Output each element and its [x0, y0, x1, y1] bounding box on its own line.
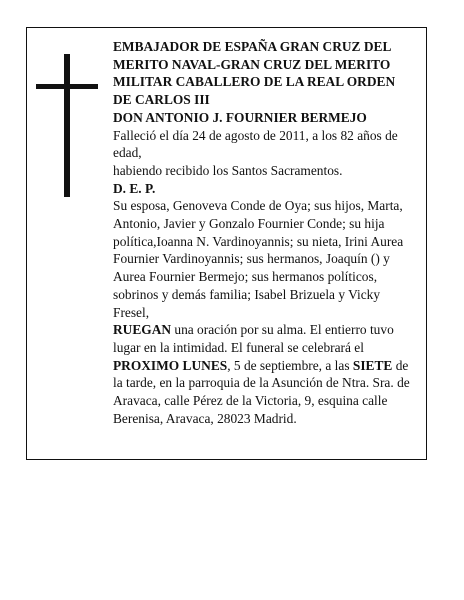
funeral-time: SIETE — [352, 357, 393, 373]
ruegan-text: una oración por su alma. El entierro tuvo lugar en la intimidad. El funeral se celebrará el — [113, 322, 394, 355]
deceased-name: DON ANTONIO J. FOURNIER BERMEJO — [113, 109, 367, 125]
cross-icon — [36, 54, 98, 197]
sacraments-statement: habiendo recibido los Santos Sacramentos. — [113, 162, 343, 178]
cross-horizontal-bar — [36, 84, 98, 89]
notice-title: EMBAJADOR DE ESPAÑA GRAN CRUZ DEL MERITO NAVAL-GRAN CRUZ DEL MERITO MILITAR CABALLERO DE LA REAL ORDEN DE CARLOS III — [113, 39, 396, 108]
funeral-place: de la tarde, en la parroquia de la Asunción de Ntra. Sra. de Aravaca, calle Pérez de la Victoria, 9, esquina calle Berenisa, Aravaca, 28023 Madrid. — [113, 357, 410, 426]
funeral-paragraph — [113, 321, 413, 427]
dep-line: D. E. P. — [113, 180, 156, 196]
family-paragraph: Su esposa, Genoveva Conde de Oya; sus hijos, Marta, Antonio, Javier y Gonzalo Fournier Conde; su hija política,Ioanna N. Vardinoyannis; su nieta, Irini Aurea Fournier Vardinoyannis; sus hermanos, Joaquín () y Aurea Fournier Bermejo; sus hermanos políticos, sobrinos y demás familia; Isabel Brizuela y Vicky Fresel, — [113, 198, 404, 320]
notice-text — [113, 38, 413, 427]
funeral-date: , 5 de septiembre, a las — [227, 357, 353, 373]
ruegan-word: RUEGAN — [113, 322, 172, 338]
cross-vertical-bar — [64, 54, 70, 197]
death-statement: Falleció el día 24 de agosto de 2011, a los 82 años de edad, — [113, 127, 398, 161]
funeral-day: PROXIMO LUNES — [113, 357, 228, 373]
